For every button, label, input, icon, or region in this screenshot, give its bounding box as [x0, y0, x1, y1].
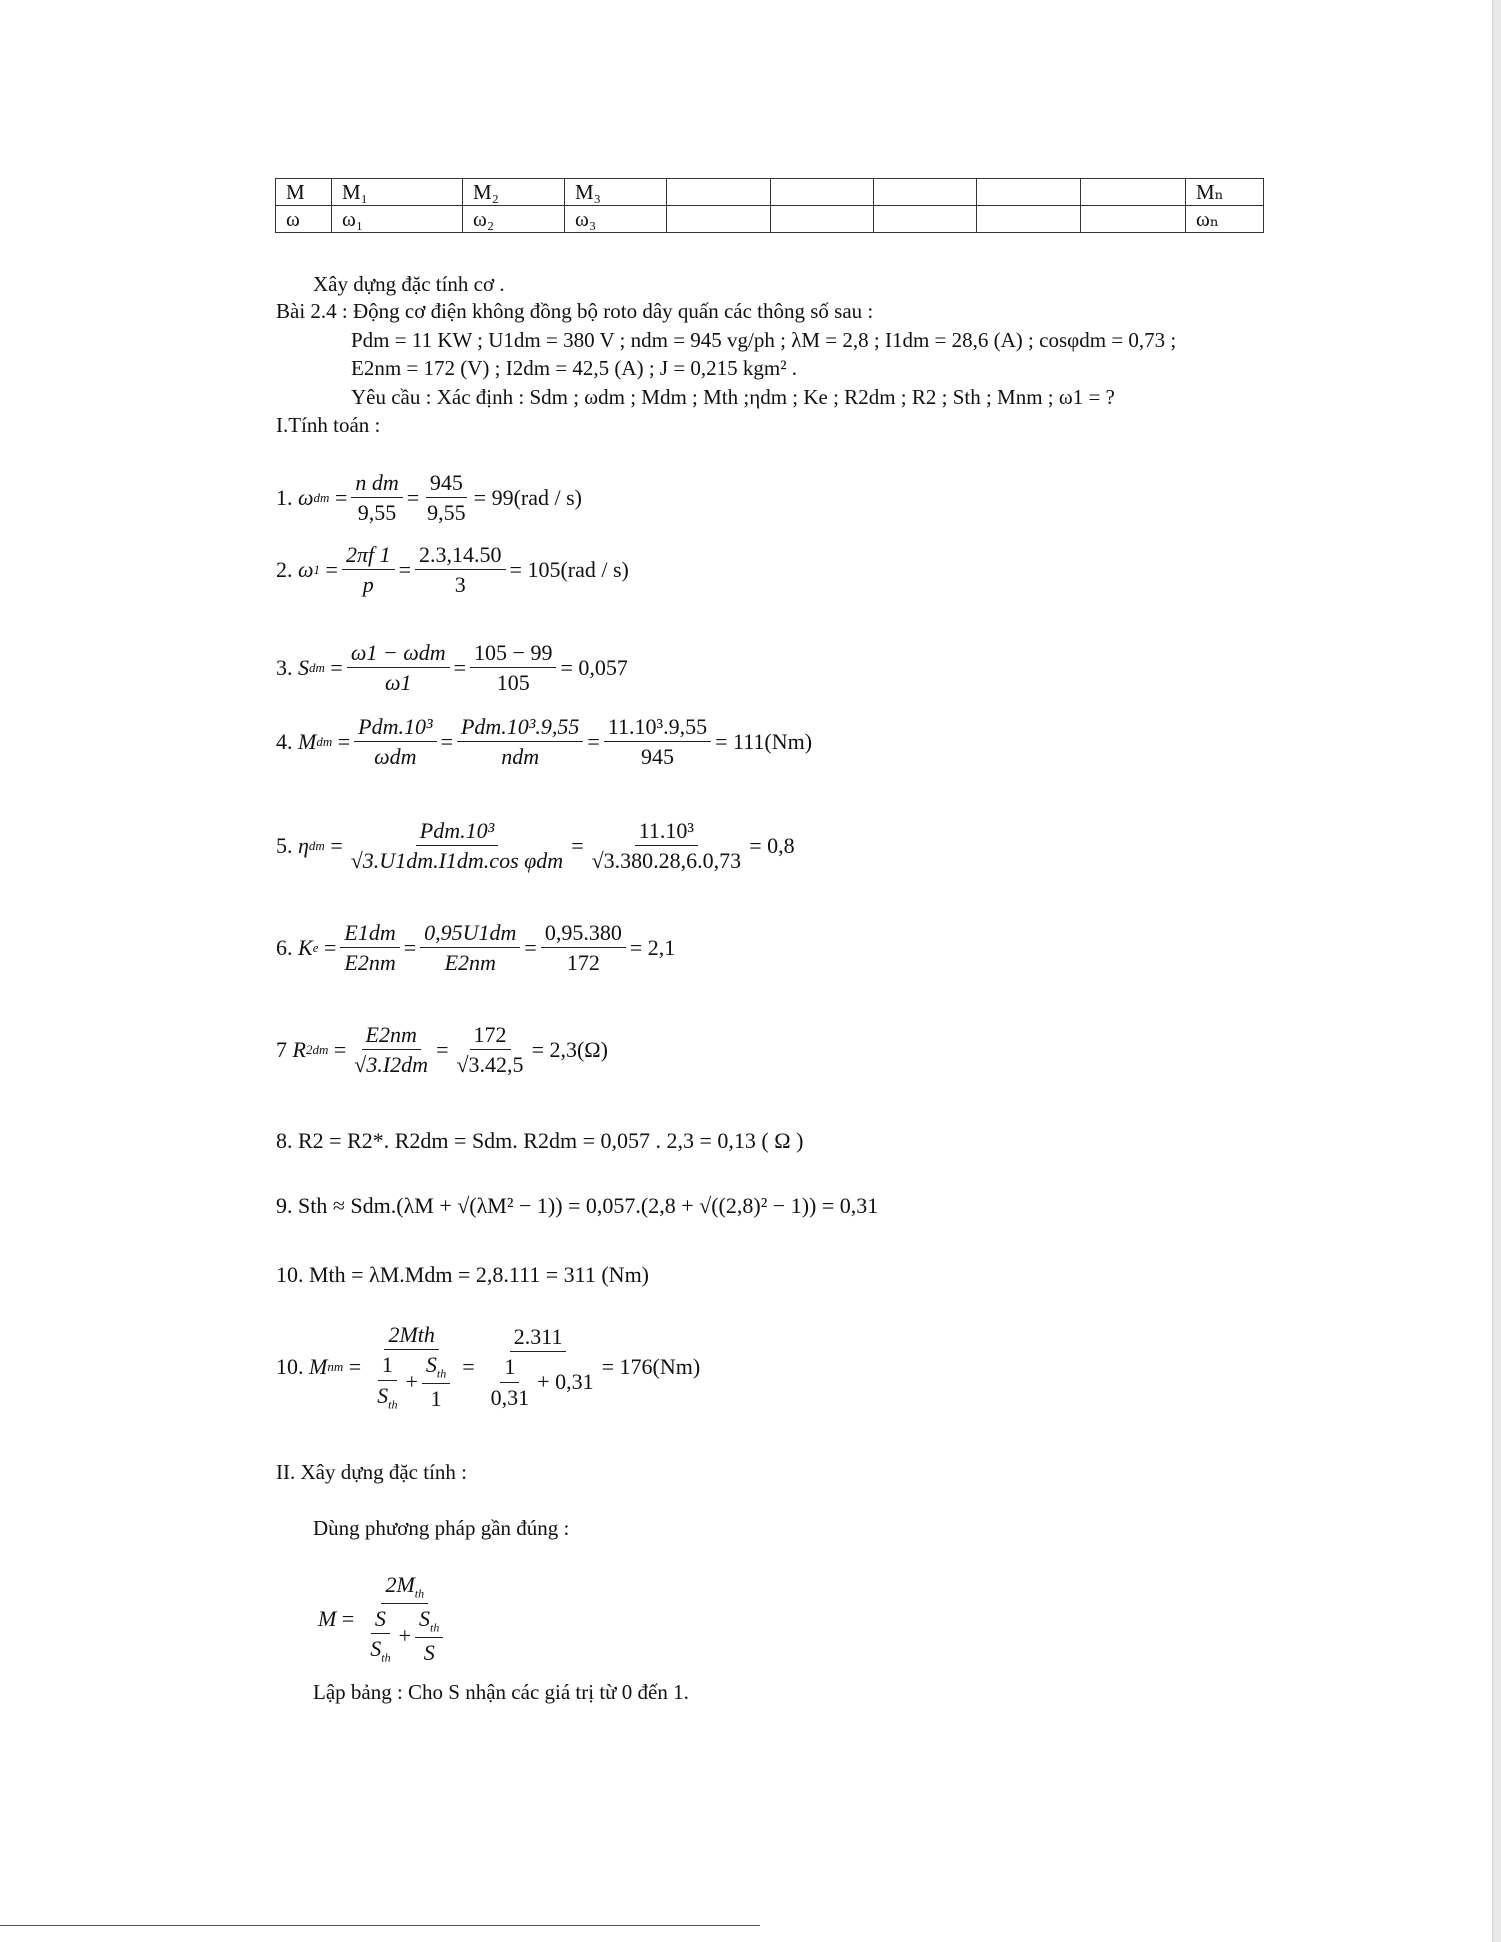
fraction	[423, 470, 470, 526]
numerator: 1	[500, 1354, 519, 1382]
eq-lhs: ω	[298, 556, 314, 582]
intro-text: Xây dựng đặc tính cơ .	[313, 272, 505, 296]
eq-result: = 176(Nm)	[601, 1353, 701, 1379]
eq-number: 10.	[276, 1353, 304, 1379]
table-cell	[977, 206, 1081, 233]
denominator: 1	[430, 1386, 442, 1412]
denominator-tail: + 0,31	[537, 1369, 594, 1395]
eq-result: = 99(rad / s)	[473, 484, 582, 510]
fraction	[487, 1354, 534, 1410]
fraction	[588, 818, 746, 874]
numerator: 2.3,14.50	[415, 542, 506, 570]
torque-speed-table	[275, 178, 1264, 233]
numerator: $2M_{th}$	[381, 1572, 428, 1604]
numerator: $S_{th}$	[422, 1352, 450, 1384]
numerator: Pdm.10³.9,55	[457, 714, 583, 742]
eq-lhs-sub: dm	[313, 489, 330, 505]
table-cell	[977, 179, 1081, 206]
fraction	[347, 640, 450, 696]
denominator: √3.42,5	[456, 1052, 524, 1078]
table-cell: ω₃	[565, 206, 667, 233]
requirement-text: Yêu cầu : Xác định : Sdm ; ωdm ; Mdm ; Mth ;ηdm ; Ke ; R2dm ; R2 ; Sth ; Mnm ; ω1 = ?	[351, 385, 1115, 409]
fraction	[354, 714, 436, 770]
numerator: 11.10³.9,55	[604, 714, 711, 742]
eq-result: = 2,1	[629, 934, 676, 960]
table-cell	[1081, 206, 1186, 233]
fraction	[347, 818, 567, 874]
bottom-rule	[0, 1925, 760, 1926]
table-cell	[667, 179, 771, 206]
table-cell: M₁	[332, 179, 463, 206]
denominator: ωdm	[374, 744, 417, 770]
table-cell	[667, 206, 771, 233]
eq-result: = 2,3(Ω)	[531, 1036, 608, 1062]
denominator: 945	[640, 744, 674, 770]
equation-10b: 10. M nm = 2Mth $\frac{1}{S_{th}}$ + $\frac{S_{th}}{1}$ = 2.311 $\frac{1}{0,31}$ + 0,31 = 176(Nm)	[276, 1322, 701, 1412]
eq-lhs: S	[298, 654, 309, 680]
equation-9: 9. Sth ≈ Sdm.(λM + √(λM² − 1)) = 0,057.(2,8 + √((2,8)² − 1)) = 0,31	[276, 1193, 879, 1218]
numerator: ω1 − ωdm	[347, 640, 450, 668]
denominator: S	[423, 1640, 435, 1666]
fraction	[365, 1322, 458, 1412]
denominator: ndm	[501, 744, 540, 770]
denominator: E2nm	[444, 950, 496, 976]
fraction	[340, 920, 399, 976]
equation-7: 7 R 2dm = $\frac{E2nm}{√3.I2dm}$ = $\frac{172}{√3.42,5}$ = 2,3(Ω)	[276, 1022, 608, 1078]
table-note: Lập bảng : Cho S nhận các giá trị từ 0 đến 1.	[313, 1680, 689, 1704]
denominator: 9,55	[357, 500, 397, 526]
numerator: 945	[426, 470, 467, 498]
denominator: 172	[566, 950, 600, 976]
eq-number: 6.	[276, 934, 293, 960]
torque-formula: M = $2M_{th}$ $\frac{S}{S_{th}}$ + $\frac{S_{th}}{S}$	[318, 1572, 455, 1666]
denominator: $\frac{1}{S_{th}}$ + $\frac{S_{th}}{1}$	[365, 1350, 458, 1411]
table-cell: Mₙ	[1186, 179, 1264, 206]
equation-8: 8. R2 = R2*. R2dm = Sdm. R2dm = 0,057 . 2,3 = 0,13 ( Ω )	[276, 1128, 804, 1153]
table-cell	[1081, 179, 1186, 206]
eq-lhs: η	[298, 832, 309, 858]
numerator: S	[371, 1606, 390, 1634]
numerator: E1dm	[340, 920, 399, 948]
equation-3: 3. S dm = $\frac{\text{ω1 − ωdm}}{\omega 1}$ = $\frac{105 - 99}{105}$ = 0,057	[276, 640, 628, 696]
numerator: 2.311	[510, 1324, 567, 1352]
table-cell: ω₂	[463, 206, 565, 233]
denominator: $S_{th}$	[377, 1382, 398, 1411]
table-cell: M₃	[565, 179, 667, 206]
denominator: ω1	[384, 670, 412, 696]
numerator: 105 − 99	[470, 640, 556, 668]
denominator: p	[362, 572, 374, 598]
table-row	[276, 206, 1264, 233]
eq-lhs: ω	[298, 484, 314, 510]
equation-1: 1. ω dm = $\frac{\text{n dm}}{9,55}$ = $\frac{945}{9,55}$ = 99(rad / s)	[276, 470, 582, 526]
fraction	[342, 542, 395, 598]
denominator: 9,55	[427, 500, 466, 526]
denominator: E2nm	[344, 950, 396, 976]
equation-10a: 10. Mth = λM.Mdm = 2,8.111 = 311 (Nm)	[276, 1262, 650, 1287]
denominator: 0,31	[490, 1384, 530, 1410]
numerator: Pdm.10³	[354, 714, 436, 742]
eq-result: = 111(Nm)	[715, 728, 813, 754]
denominator: √3.U1dm.I1dm.cos φdm	[350, 848, 564, 874]
eq-number: 2.	[276, 556, 293, 582]
eq-lhs-sub: nm	[327, 1358, 344, 1374]
numerator: Pdm.10³	[416, 818, 498, 846]
denominator: 105	[496, 670, 530, 696]
eq-lhs-sub: 2dm	[305, 1041, 329, 1057]
numerator: 172	[470, 1022, 511, 1050]
fraction	[541, 920, 626, 976]
eq-lhs: M	[309, 1353, 328, 1379]
fraction	[420, 920, 520, 976]
eq-number: 1.	[276, 484, 293, 510]
method-text: Dùng phương pháp gần đúng :	[313, 1516, 570, 1540]
params-line-2: E2nm = 172 (V) ; I2dm = 42,5 (A) ; J = 0,215 kgm² .	[351, 356, 798, 380]
eq-lhs-sub: dm	[308, 837, 325, 853]
eq-lhs-sub: dm	[309, 659, 325, 675]
eq-lhs-sub: 1	[313, 561, 321, 577]
table-cell	[874, 206, 977, 233]
denominator: $S_{th}$	[370, 1636, 391, 1665]
table-cell: ω₁	[332, 206, 463, 233]
table-cell	[771, 206, 874, 233]
fraction	[470, 640, 556, 696]
numerator: 1	[378, 1352, 397, 1380]
fraction	[422, 1352, 450, 1411]
eq-number: 5.	[276, 832, 293, 858]
fraction	[351, 470, 402, 526]
eq-result: = 0,8	[749, 832, 795, 858]
equation-5: 5. η dm = $\frac{\text{Pdm.10³}}{\text{√3.U1dm.I1dm.cos φdm}}$ = $\frac{\text{11.10³}}{√3.380.28,6.0,73}$ = 0,8	[276, 818, 795, 874]
eq-lhs: K	[298, 934, 313, 960]
problem-title: Bài 2.4 : Động cơ điện không đồng bộ roto dây quấn các thông số sau :	[276, 299, 874, 323]
fraction	[366, 1606, 394, 1665]
table-row	[276, 179, 1264, 206]
numerator: 2Mth	[384, 1322, 438, 1350]
denominator: 3	[454, 572, 466, 598]
equation-2: 2. ω 1 = $\frac{2\pi f 1}{p}$ = $\frac{2.3,14.50}{3}$ = 105(rad / s)	[276, 542, 629, 598]
denominator: √3.380.28,6.0,73	[591, 848, 742, 874]
params-line-1: Pdm = 11 KW ; U1dm = 380 V ; ndm = 945 vg/ph ; λM = 2,8 ; I1dm = 28,6 (A) ; cosφdm = 0,73 ;	[351, 328, 1177, 352]
page-edge	[1492, 0, 1501, 1942]
eq-lhs-sub: dm	[316, 733, 333, 749]
numerator: $S_{th}$	[415, 1606, 443, 1638]
table-cell: ω	[276, 206, 332, 233]
eq-lhs: M	[298, 728, 317, 754]
denominator: √3.I2dm	[354, 1052, 429, 1078]
table-cell: M₂	[463, 179, 565, 206]
table-cell: ωₙ	[1186, 206, 1264, 233]
section-2-heading: II. Xây dựng đặc tính :	[276, 1460, 467, 1484]
fraction	[457, 714, 583, 770]
fraction	[415, 1606, 443, 1665]
table-cell	[874, 179, 977, 206]
denominator: $\frac{S}{S_{th}}$ + $\frac{S_{th}}{S}$	[358, 1604, 451, 1665]
fraction	[350, 1022, 432, 1078]
eq-lhs: R	[292, 1036, 306, 1062]
fraction	[373, 1352, 401, 1411]
numerator: 0,95.380	[541, 920, 626, 948]
numerator: 11.10³	[635, 818, 698, 846]
eq-result: = 0,057	[560, 654, 628, 680]
section-1-heading: I.Tính toán :	[276, 413, 381, 437]
eq-lhs-sub: e	[312, 939, 319, 955]
numerator: E2nm	[362, 1022, 421, 1050]
numerator: 0,95U1dm	[420, 920, 520, 948]
equation-4: 4. M dm = $\frac{\text{Pdm.10³}}{\text{ωdm}}$ = $\frac{\text{Pdm.10³.9,55}}{\text{ndm}}$ = $\frac{\text{11.10³.9,55}}{945}$ = 111(Nm)	[276, 714, 813, 770]
numerator: 2πf 1	[342, 542, 395, 570]
eq-number: 3.	[276, 654, 293, 680]
numerator: n dm	[351, 470, 402, 498]
table-cell	[771, 179, 874, 206]
eq-result: = 105(rad / s)	[509, 556, 629, 582]
fraction	[358, 1572, 451, 1666]
fraction	[452, 1022, 527, 1078]
formula-lhs: M	[318, 1605, 337, 1631]
denominator	[479, 1352, 598, 1410]
eq-number: 7	[276, 1036, 287, 1062]
fraction	[415, 542, 506, 598]
eq-number: 4.	[276, 728, 293, 754]
table-cell: M	[276, 179, 332, 206]
fraction	[479, 1324, 598, 1410]
equation-6: 6. K e = $\frac{E1dm}{E2nm}$ = $\frac{0,95U1dm}{E2nm}$ = $\frac{0,95.380}{172}$ = 2,1	[276, 920, 676, 976]
fraction	[604, 714, 711, 770]
